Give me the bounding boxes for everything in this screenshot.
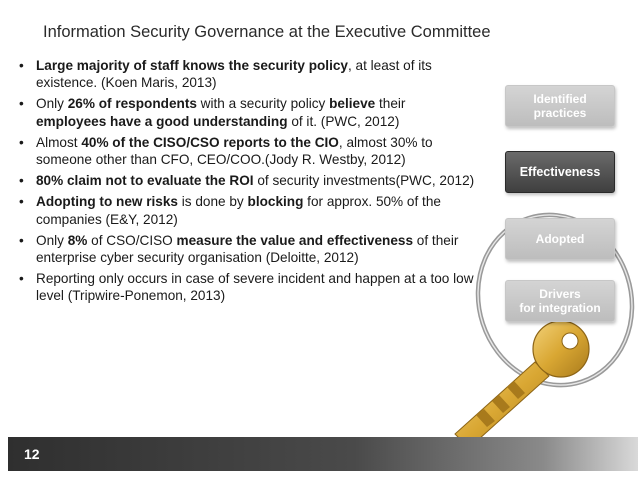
bullet-list — [16, 57, 478, 309]
footer-bar — [8, 437, 638, 471]
nav-adopted-button[interactable] — [505, 218, 615, 260]
bullet-item: • Only 26% of respondents with a security policy believe their employees have a good understanding of it. (PWC, 2012) — [16, 95, 478, 129]
nav-effectiveness-label: Effectiveness — [519, 165, 601, 179]
nav-effectiveness-button[interactable] — [505, 151, 615, 193]
bullet-item: • Only 8% of CSO/CISO measure the value and effectiveness of their enterprise cyber security organisation (Deloitte, 2012) — [16, 232, 478, 266]
nav-adopted-label: Adopted — [535, 232, 585, 246]
slide-title: Information Security Governance at the Executive Committee — [43, 23, 491, 41]
nav-identified-line2: practices — [533, 106, 587, 120]
bullet-item: • Almost 40% of the CISO/CSO reports to the CIO, almost 30% to someone other than CFO, CEO/COO.(Jody R. Westby, 2012) — [16, 134, 478, 168]
nav-identified-practices-button[interactable] — [505, 85, 615, 127]
bullet-item: • Reporting only occurs in case of severe incident and happen at a too low level (Tripwire-Ponemon, 2013) — [16, 270, 478, 304]
bullet-item: • 80% claim not to evaluate the ROI of security investments(PWC, 2012) — [16, 172, 478, 189]
bullet-item: • Adopting to new risks is done by blocking for approx. 50% of the companies (E&Y, 2012) — [16, 193, 478, 227]
nav-drivers-integration-button[interactable] — [505, 280, 615, 322]
page-number: 12 — [24, 446, 40, 462]
nav-drivers-line2: for integration — [519, 301, 601, 315]
nav-drivers-line1: Drivers — [539, 287, 581, 301]
bullet-item: • Large majority of staff knows the security policy, at least of its existence. (Koen Maris, 2013) — [16, 57, 478, 91]
nav-identified-line1: Identified — [533, 92, 587, 106]
